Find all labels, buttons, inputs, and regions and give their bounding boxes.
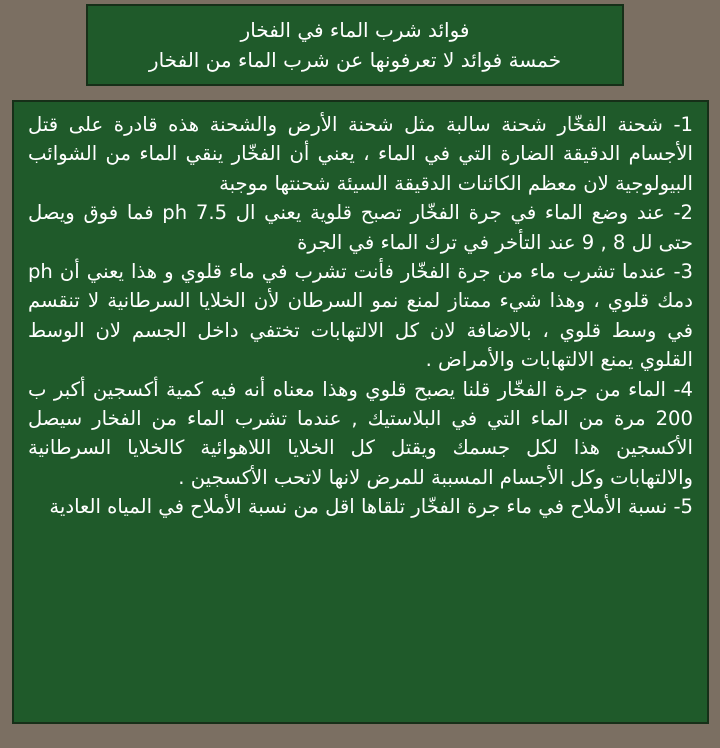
benefit-item-2: 2- عند وضع الماء في جرة الفخّار تصبح قلوية يعني ال ph 7.5 فما فوق ويصل حتى لل 8 , 9 عند التأخر في ترك الماء في الجرة bbox=[28, 201, 693, 254]
benefit-item-4: 4- الماء من جرة الفخّار قلنا يصبح قلوي وهذا معناه أنه فيه كمية أكسجين أكبر ب 200 مرة من الماء التي في البلاستيك , عندما تشرب الماء من الفخار سيصل الأكسجين هذا لكل جسمك ويقتل كل الخلايا اللاهوائية كالخلايا السرطانية والالتهابات وكل الأجسام المسببة للمرض لانها لاتحب الأكسجين . bbox=[28, 377, 693, 489]
benefit-item-3: 3- عندما تشرب ماء من جرة الفخّار فأنت تشرب في ماء قلوي و هذا يعني أن ph دمك قلوي ، وهذا شيء ممتاز لمنع نمو السرطان لأن الخلايا السرطانية لا تنقسم في وسط قلوي ، بالاضافة لان كل الالتهابات تختفي داخل الجسم لان الوسط القلوي يمنع الالتهابات والأمراض . bbox=[28, 260, 693, 372]
benefit-item-5: 5- نسبة الأملاح في ماء جرة الفخّار تلقاها اقل من نسبة الأملاح في المياه العادية bbox=[49, 495, 693, 519]
benefit-item-1: 1- شحنة الفخّار شحنة سالبة مثل شحنة الأرض والشحنة هذه قادرة على قتل الأجسام الدقيقة الضارة التي في الماء ، يعني أن الفخّار ينقي الماء من الشوائب البيولوجية لان معظم الكائنات الدقيقة السيئة شحنتها موجبة bbox=[28, 113, 693, 195]
benefits-panel bbox=[12, 100, 709, 724]
header-banner bbox=[86, 4, 624, 86]
page-title: فوائد شرب الماء في الفخار bbox=[240, 18, 470, 42]
page-subtitle: خمسة فوائد لا تعرفونها عن شرب الماء من الفخار bbox=[148, 48, 562, 72]
